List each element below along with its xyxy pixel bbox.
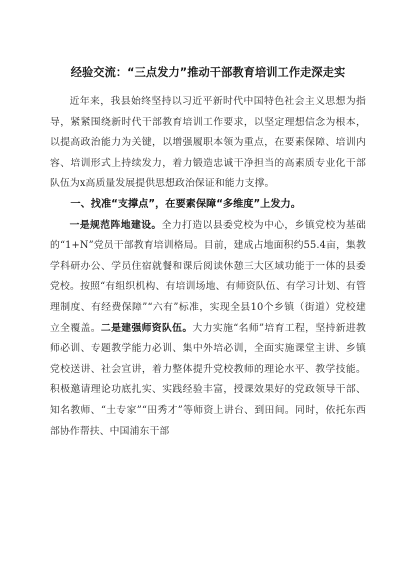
document-title: 经验交流：“三点发力”推动干部教育培训工作走深走实 (70, 66, 346, 79)
body-text-2: 大力实施“名师”培育工程，坚持新进教师必训、专题教学能力必训、集中外培必训，全面实施课堂主讲、乡镇党校送讲、社会宣讲，着力整体提升党校教师的理论水平、教学技能。积极邀请理论功底扎实、实践经验丰富，授课效果好的党政领导干部、知名教师、“土专家”“田秀才”等师资上讲台、到田间。同时，依托东西部协作帮扶、中国浦东干部 (50, 322, 366, 437)
section-heading-1: 一、找准“支撑点”，在要素保障“多维度”上发力。 (70, 198, 301, 210)
lead-phrase-1: 一是规范阵地建设。 (69, 219, 162, 231)
lead-phrase-2: 二是建强师资队伍。 (100, 322, 193, 334)
intro-paragraph: 近年来，我县始终坚持以习近平新时代中国特色社会主义思想为指导，紧紧围绕新时代干部教育培训工作要求，以坚定理想信念为根本，以提高政治能力为关键，以增强履职本领为重点，在要素保障、培训内容、培训形式上持续发力，着力锻造忠诚干净担当的高素质专业化干部队伍为x高质量发展提供思想政治保证和能力支撑。 (50, 96, 366, 190)
body-text-1: 全力打造以县委党校为中心，乡镇党校为基础的“1+N”党员干部教育培训格局。目前，建成占地面积约55.4亩，集教学科研办公、学员住宿就餐和课后阅读休憩三大区域功能于一体的县委党校。按照“有组织机构、有培训场地、有师资队伍、有学习计划、有管理制度、有经费保障”“六有”标准，实现全县10个乡镇（街道）党校建立全覆盖。 (50, 219, 367, 334)
body-paragraph (50, 216, 366, 443)
